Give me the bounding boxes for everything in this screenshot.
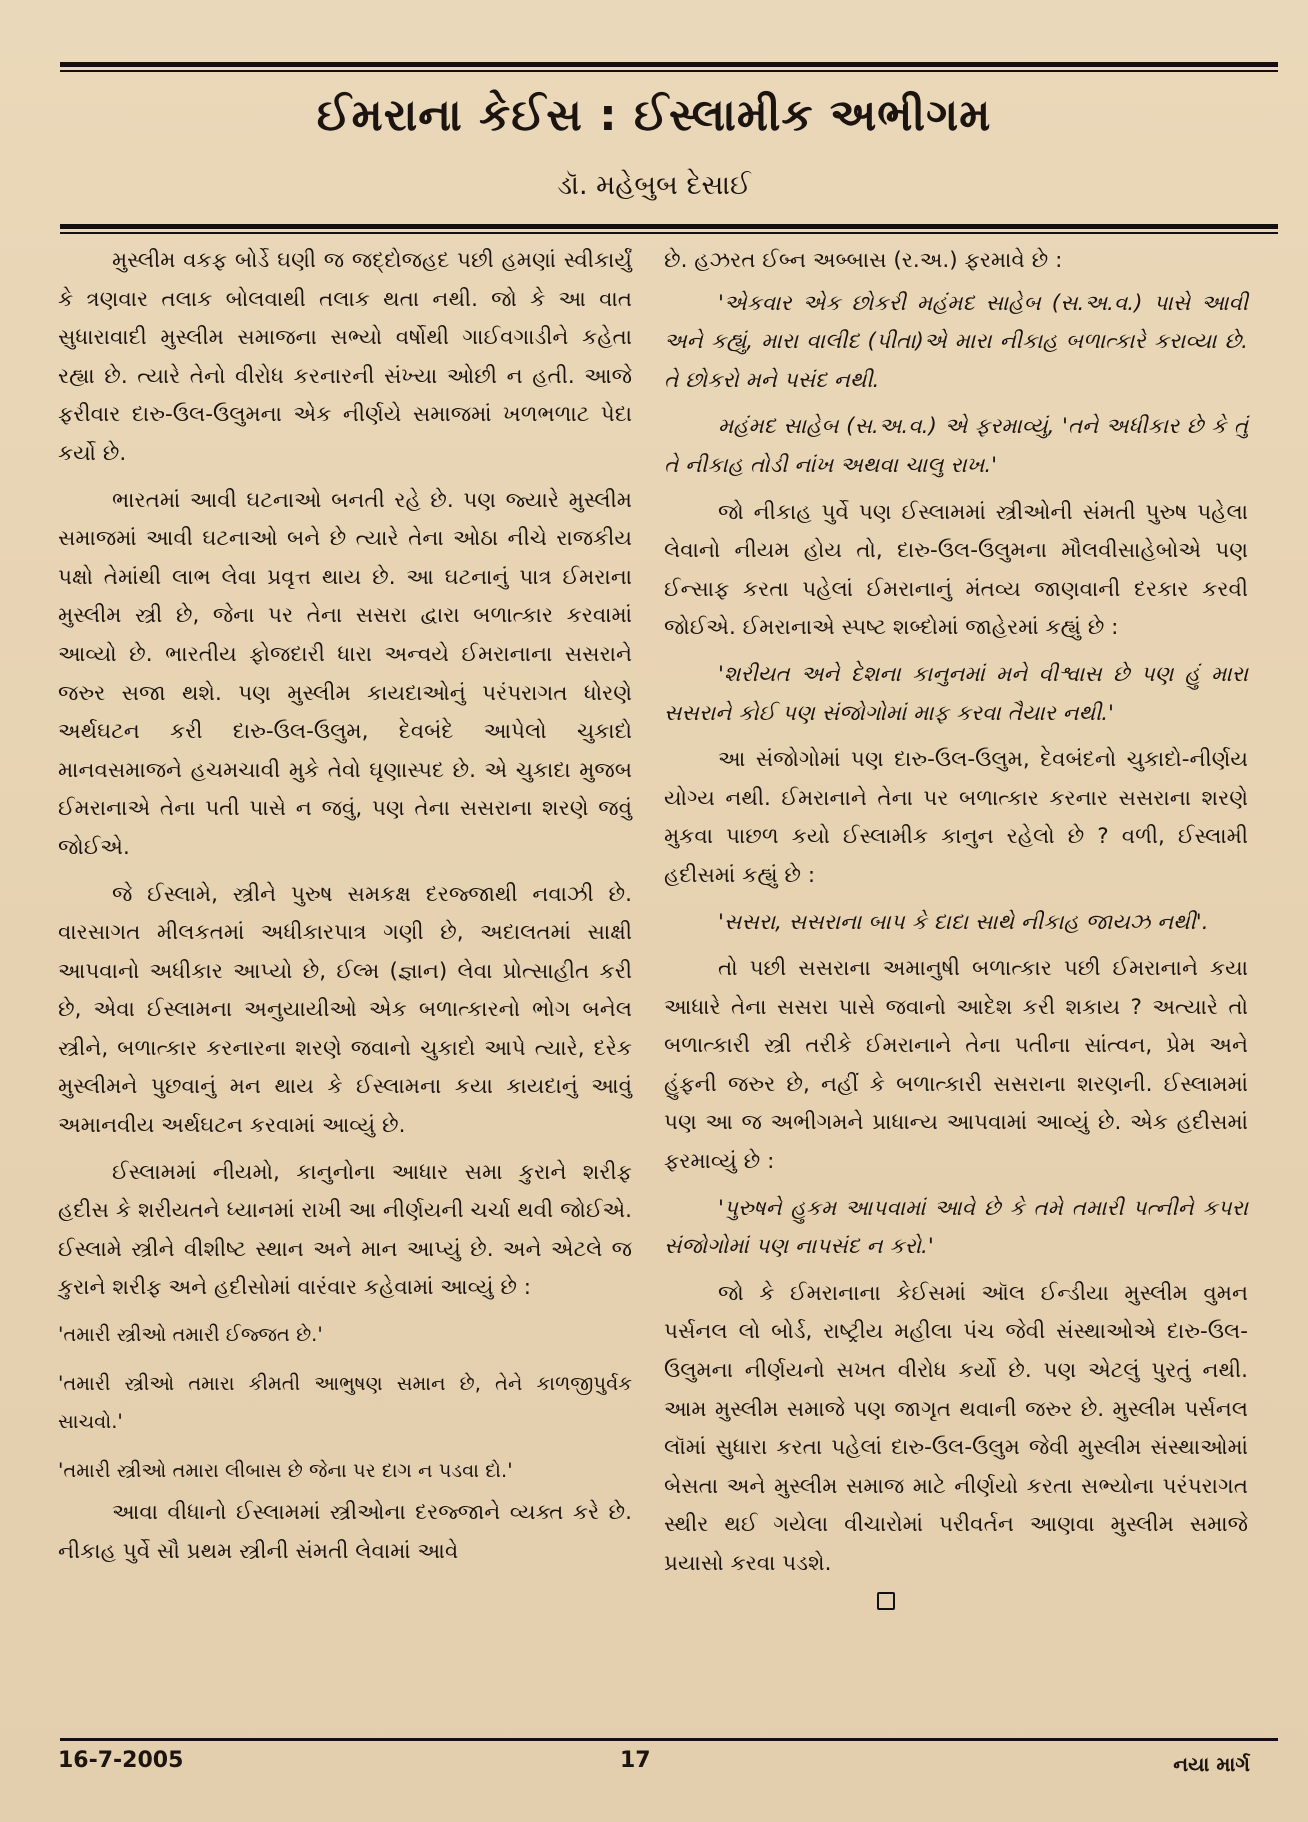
header-rule-thin bbox=[60, 232, 1278, 234]
paragraph: જે ઈસ્લામે, સ્ત્રીને પુરુષ સમકક્ષ દરજ્જાથી નવાઝી છે. વારસાગત મીલકતમાં અધીકારપાત્ર ગણી છે, અદાલતમાં સાક્ષી આપવાનો અધીકાર આપ્યો છે, ઈલ્મ (જ્ઞાન) લેવા પ્રોત્સાહીત કરી છે, એવા ઈસ્લામના અનુયાયીઓ એક બળાત્કારનો ભોગ બનેલ સ્ત્રીને, બળાત્કાર કરનારના શરણે જવાનો ચુકાદો આપે ત્યારે, દરેક મુસ્લીમને પુછવાનું મન થાય કે ઈસ્લામના કયા કાયદાનું આવું અમાનવીય અર્થઘટન કરવામાં આવ્યું છે. bbox=[58, 881, 632, 1139]
header-rule-thick bbox=[60, 224, 1278, 229]
paragraph: છે. હઝરત ઈબ્ન અબ્બાસ (ર.અ.) ફરમાવે છે : bbox=[664, 248, 1063, 273]
paragraph: ભારતમાં આવી ઘટનાઓ બનતી રહે છે. પણ જ્યારે મુસ્લીમ સમાજમાં આવી ઘટનાઓ બને છે ત્યારે તેના ઓઠા નીચે રાજકીય પક્ષો તેમાંથી લાભ લેવા પ્રવૃત્ત થાય છે. આ ઘટનાનું પાત્ર ઈમરાના મુસ્લીમ સ્ત્રી છે, જેના પર તેના સસરા દ્વારા બળાત્કાર કરવામાં આવ્યો છે. ભારતીય ફોજદારી ધારા અન્વયે ઈમરાનાના સસરાને જરુર સજા થશે. પણ મુસ્લીમ કાયદાઓનું પરંપરાગત ધોરણે અર્થઘટન કરી દારુ-ઉલ-ઉલુમ, દેવબંદે આપેલો ચુકાદો માનવસમાજને હચમચાવી મુકે તેવો ઘૃણાસ્પદ છે. એ ચુકાદા મુજબ ઈમરાનાએ તેના પતી પાસે ન જવું, પણ તેના સસરાના શરણે જવું જોઈએ. bbox=[58, 487, 632, 860]
page-number: 17 bbox=[620, 1748, 651, 1773]
top-rule-thick bbox=[60, 62, 1278, 67]
paragraph: જો કે ઈમરાનાના કેઈસમાં ઑલ ઈન્ડીયા મુસ્લીમ વુમન પર્સનલ લો બોર્ડ, રાષ્ટ્રીય મહીલા પંચ જેવી સંસ્થાઓએ દારુ-ઉલ-ઉલુમના નીર્ણયનો સખત વીરોધ કર્યો છે. પણ એટલું પુરતું નથી. આમ મુસ્લીમ સમાજે પણ જાગૃત થવાની જરુર છે. મુસ્લીમ પર્સનલ લૉમાં સુધારા કરતા પહેલાં દારુ-ઉલ-ઉલુમ જેવી મુસ્લીમ સંસ્થાઓમાં બેસતા અને મુસ્લીમ સમાજ માટે નીર્ણયો કરતા સભ્યોના પરંપરાગત સ્થીર થઈ ગયેલા વીચારોમાં પરીવર્તન આણવા મુસ્લીમ સમાજે પ્રયાસો કરવા પડશે. bbox=[664, 1280, 1248, 1576]
paragraph: આવા વીધાનો ઈસ્લામમાં સ્ત્રીઓના દરજ્જાને વ્યક્ત કરે છે. નીકાહ પુર્વે સૌ પ્રથમ સ્ત્રીની સંમતી લેવામાં આવે bbox=[58, 1500, 632, 1564]
hadith-quote: મહંમદ સાહેબ (સ.અ.વ.) એ ફરમાવ્યું, 'તને અધીકાર છે કે તું તે નીકાહ તોડી નાંખ અથવા ચાલુ રાખ.' bbox=[664, 414, 1248, 478]
hadith-quote: 'એકવાર એક છોકરી મહંમદ સાહેબ (સ.અ.વ.) પાસે આવી અને કહ્યું, મારા વાલીદ (પીતા)એ મારા નીકાહ બળાત્કારે કરાવ્યા છે. તે છોકરો મને પસંદ નથી. bbox=[664, 290, 1248, 393]
paragraph: ઈસ્લામમાં નીયમો, કાનુનોના આધાર સમા કુરાને શરીફ હદીસ કે શરીયતને ધ્યાનમાં રાખી આ નીર્ણયની ચર્ચા થવી જોઈએ. ઈસ્લામે સ્ત્રીને વીશીષ્ટ સ્થાન અને માન આપ્યું છે. અને એટલે જ કુરાને શરીફ અને હદીસોમાં વારંવાર કહેવામાં આવ્યું છે : bbox=[58, 1159, 632, 1301]
top-rule-thin bbox=[60, 70, 1278, 72]
right-column bbox=[664, 242, 1248, 1610]
paragraph: તો પછી સસરાના અમાનુષી બળાત્કાર પછી ઈમરાનાને કયા આધારે તેના સસરા પાસે જવાનો આદેશ કરી શકાય ? અત્યારે તો બળાત્કારી સ્ત્રી તરીકે ઈમરાનાને તેના પતીના સાંત્વન, પ્રેમ અને હુંફની જરુર છે, નહીં કે બળાત્કારી સસરાના શરણની. ઈસ્લામમાં પણ આ જ અભીગમને પ્રાધાન્ય આપવામાં આવ્યું છે. એક હદીસમાં ફરમાવ્યું છે : bbox=[664, 956, 1248, 1175]
hadith-quote: 'પુરુષને હુકમ આપવામાં આવે છે કે તમે તમારી પત્નીને કપરા સંજોગોમાં પણ નાપસંદ ન કરો.' bbox=[664, 1195, 1248, 1260]
footer-rule bbox=[60, 1738, 1278, 1741]
paragraph: આ સંજોગોમાં પણ દારુ-ઉલ-ઉલુમ, દેવબંદનો ચુકાદો-નીર્ણય યોગ્ય નથી. ઈમરાનાને તેના પર બળાત્કાર કરનાર સસરાના શરણે મુકવા પાછળ કયો ઈસ્લામીક કાનુન રહેલો છે ? વળી, ઈસ્લામી હદીસમાં કહ્યું છે : bbox=[664, 747, 1248, 888]
hadith-quote: 'સસરા, સસરાના બાપ કે દાદા સાથે નીકાહ જાયઝ નથી'. bbox=[718, 909, 1209, 935]
hadith-quote: 'તમારી સ્ત્રીઓ તમારા કીમતી આભુષણ સમાન છે, તેને કાળજીપુર્વક સાચવો.' bbox=[58, 1371, 632, 1434]
left-column bbox=[58, 242, 632, 1580]
paragraph: જો નીકાહ પુર્વે પણ ઈસ્લામમાં સ્ત્રીઓની સંમતી પુરુષ પહેલા લેવાનો નીયમ હોય તો, દારુ-ઉલ-ઉલુમના મૌલવીસાહેબોએ પણ ઈન્સાફ કરતા પહેલાં ઈમરાનાનું મંતવ્ય જાણવાની દરકાર કરવી જોઈએ. ઈમરાનાએ સ્પષ્ટ શબ્દોમાં જાહેરમાં કહ્યું છે : bbox=[664, 499, 1248, 641]
hadith-quote: 'તમારી સ્ત્રીઓ તમારા લીબાસ છે જેના પર દાગ ન પડવા દો.' bbox=[58, 1458, 513, 1482]
end-of-article-icon bbox=[877, 1592, 895, 1610]
hadith-quote: 'તમારી સ્ત્રીઓ તમારી ઈજ્જત છે.' bbox=[58, 1323, 323, 1347]
footer-date: 16-7-2005 bbox=[58, 1748, 184, 1773]
quote: 'શરીયત અને દેશના કાનુનમાં મને વીશ્વાસ છે પણ હું મારા સસરાને કોઈ પણ સંજોગોમાં માફ કરવા તૈયાર નથી.' bbox=[664, 661, 1248, 726]
paragraph: મુસ્લીમ વકફ બોર્ડે ઘણી જ જદ્દોજહદ પછી હમણાં સ્વીકાર્યું કે ત્રણવાર તલાક બોલવાથી તલાક થતા નથી. જો કે આ વાત સુધારાવાદી મુસ્લીમ સમાજના સભ્યો વર્ષોથી ગાઈવગાડીને કહેતા રહ્યા છે. ત્યારે તેનો વીરોધ કરનારની સંખ્યા ઓછી ન હતી. આજે ફરીવાર દારુ-ઉલ-ઉલુમના એક નીર્ણયે સમાજમાં ખળભળાટ પેદા કર્યો છે. bbox=[58, 248, 632, 466]
article-title: ઈમરાના કેઈસ : ઈસ્લામીક અભીગમ bbox=[316, 90, 992, 141]
article-author: ડૉ. મહેબુબ દેસાઈ bbox=[557, 170, 751, 201]
publication-name: નયા માર્ગ bbox=[1173, 1752, 1250, 1776]
